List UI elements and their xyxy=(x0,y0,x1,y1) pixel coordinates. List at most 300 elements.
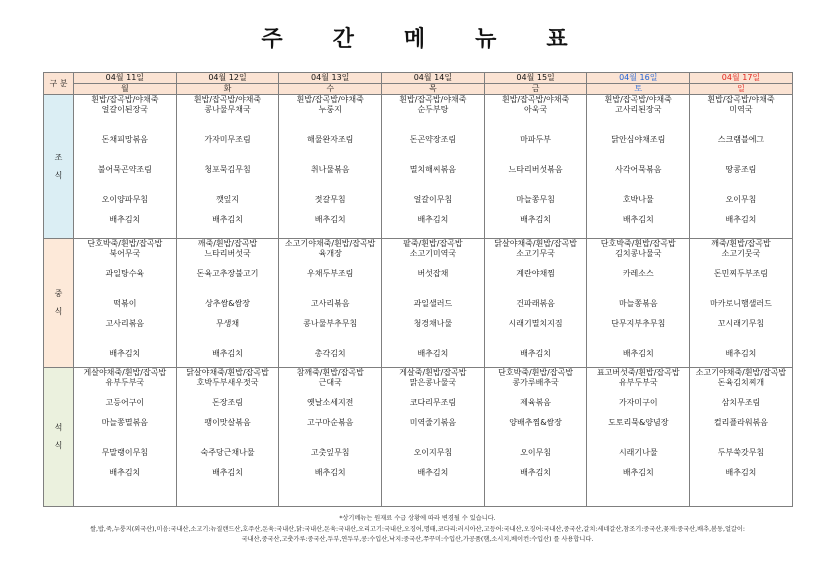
menu-item xyxy=(587,289,689,299)
notes xyxy=(43,513,792,546)
menu-item xyxy=(485,428,587,438)
menu-item: 코다리무조림 xyxy=(409,398,457,407)
menu-item: 게살죽/흰밥/잡곡밥 xyxy=(399,368,467,377)
menu-item xyxy=(690,339,792,349)
menu-item xyxy=(690,145,792,155)
menu-cell xyxy=(279,95,382,239)
menu-item: 배추김치 xyxy=(622,215,654,224)
menu-item xyxy=(382,289,484,299)
menu-item: 배추김치 xyxy=(520,349,552,358)
meal-label-dn xyxy=(44,368,74,507)
menu-cell xyxy=(484,368,587,507)
menu-item: 깨죽/흰밥/잡곡밥 xyxy=(711,239,771,248)
menu-item xyxy=(177,438,279,448)
menu-item xyxy=(587,279,689,289)
menu-item xyxy=(74,289,176,299)
menu-item: 배추김치 xyxy=(622,349,654,358)
menu-item xyxy=(587,185,689,195)
menu-item xyxy=(382,329,484,339)
menu-item: 버섯잡채 xyxy=(417,269,449,278)
date-header: 04월 16일 xyxy=(587,73,690,84)
menu-item xyxy=(279,125,381,135)
menu-item xyxy=(485,175,587,185)
menu-item: 배추김치 xyxy=(109,215,141,224)
menu-item: 우채두부조림 xyxy=(307,269,354,278)
menu-item xyxy=(382,339,484,349)
menu-item: 게살야채죽/흰밥/잡곡밥 xyxy=(83,368,167,377)
weekday-header: 수 xyxy=(279,84,382,95)
menu-item xyxy=(690,428,792,438)
menu-item xyxy=(177,289,279,299)
menu-item: 단호박죽/흰밥/잡곡밥 xyxy=(600,239,676,248)
menu-item: 계란야채찜 xyxy=(516,269,555,278)
menu-item: 가자미구이 xyxy=(618,398,658,407)
menu-item xyxy=(587,438,689,448)
meal-label-char: 식 xyxy=(54,170,63,180)
menu-cell xyxy=(587,239,690,368)
menu-item: 삼치무조림 xyxy=(721,398,761,407)
menu-item: 돈곤약장조림 xyxy=(409,135,457,144)
menu-cell xyxy=(74,239,177,368)
menu-item xyxy=(690,329,792,339)
menu-item: 사각어묵볶음 xyxy=(615,165,662,174)
menu-item: 해물완자조림 xyxy=(307,135,354,144)
menu-item: 흰밥/잡곡밥/야채죽 xyxy=(604,95,672,104)
weekday-header: 월 xyxy=(74,84,177,95)
date-header: 04월 17일 xyxy=(690,73,793,84)
menu-item xyxy=(485,259,587,269)
menu-item: 고구마순볶음 xyxy=(307,418,354,427)
menu-item xyxy=(279,259,381,269)
menu-item xyxy=(485,329,587,339)
menu-item: 단무지부추무침 xyxy=(611,319,666,328)
menu-item: 유부두부국 xyxy=(105,378,145,387)
menu-item xyxy=(485,155,587,165)
menu-item xyxy=(587,329,689,339)
date-header: 04월 11일 xyxy=(74,73,177,84)
menu-item: 배추김치 xyxy=(622,468,654,477)
menu-item xyxy=(74,329,176,339)
menu-cell xyxy=(382,239,485,368)
menu-item: 배추김치 xyxy=(417,349,449,358)
menu-item: 배추김치 xyxy=(520,215,552,224)
menu-item xyxy=(74,428,176,438)
meal-label-char: 석 xyxy=(54,423,63,432)
menu-item: 배추김치 xyxy=(109,349,141,358)
menu-item: 호박나물 xyxy=(622,195,654,204)
menu-item xyxy=(485,309,587,319)
menu-item xyxy=(587,175,689,185)
menu-item xyxy=(177,428,279,438)
menu-item xyxy=(690,388,792,398)
menu-item: 옛날소세지전 xyxy=(307,398,354,407)
menu-item xyxy=(177,115,279,125)
menu-item xyxy=(279,145,381,155)
menu-item xyxy=(177,388,279,398)
date-header: 04월 14일 xyxy=(382,73,485,84)
menu-item: 제육볶음 xyxy=(520,398,552,407)
menu-item: 청경채나물 xyxy=(413,319,453,328)
menu-item: 불어묵곤약조림 xyxy=(97,165,152,174)
weekday-header: 일 xyxy=(690,84,793,95)
menu-item xyxy=(382,205,484,215)
date-header: 04월 13일 xyxy=(279,73,382,84)
menu-item: 배추김치 xyxy=(314,468,346,477)
menu-item xyxy=(382,145,484,155)
menu-item xyxy=(382,388,484,398)
menu-item: 숙주당근채나물 xyxy=(200,448,255,457)
menu-cell xyxy=(74,95,177,239)
menu-item xyxy=(485,388,587,398)
weekday-header: 화 xyxy=(176,84,279,95)
menu-item: 유부두부국 xyxy=(618,378,658,387)
menu-item: 순두부탕 xyxy=(417,105,449,114)
menu-item: 오이양파무침 xyxy=(101,195,149,204)
menu-item xyxy=(485,438,587,448)
menu-item: 시래기나물 xyxy=(618,448,658,457)
menu-item xyxy=(177,145,279,155)
menu-item xyxy=(279,279,381,289)
menu-cell xyxy=(690,239,793,368)
menu-item: 가자미무조림 xyxy=(204,135,251,144)
menu-cell xyxy=(484,239,587,368)
menu-item xyxy=(74,279,176,289)
menu-item: 단호박죽/흰밥/잡곡밥 xyxy=(87,239,163,248)
menu-item xyxy=(587,339,689,349)
menu-item: 카레소스 xyxy=(622,269,654,278)
menu-item: 무말랭이무침 xyxy=(101,448,149,457)
menu-cell xyxy=(279,368,382,507)
menu-item: 참깨죽/흰밥/잡곡밥 xyxy=(296,368,364,377)
weekly-menu-table xyxy=(43,72,793,507)
menu-item xyxy=(177,155,279,165)
menu-item xyxy=(587,428,689,438)
menu-item: 소고기야채죽/흰밥/잡곡밥 xyxy=(695,368,787,377)
menu-item xyxy=(485,205,587,215)
menu-item: 소고기야채죽/흰밥/잡곡밥 xyxy=(285,239,376,248)
menu-item: 양배추찜&쌈장 xyxy=(509,418,562,427)
page-title xyxy=(0,22,835,53)
menu-item xyxy=(279,115,381,125)
menu-item xyxy=(177,329,279,339)
menu-item: 마카로니햄샐러드 xyxy=(710,299,772,308)
menu-item xyxy=(485,185,587,195)
menu-item: 닭살야채죽/흰밥/잡곡밥 xyxy=(186,368,269,377)
menu-item xyxy=(74,408,176,418)
menu-item: 흰밥/잡곡밥/야채죽 xyxy=(193,95,262,104)
title-char: 메 xyxy=(403,27,432,52)
menu-item: 육개장 xyxy=(318,249,342,258)
menu-item: 청포묵김무침 xyxy=(204,165,251,174)
weekday-header: 토 xyxy=(587,84,690,95)
menu-item: 고사리된장국 xyxy=(615,105,662,114)
menu-item xyxy=(382,458,484,468)
menu-item: 돈육고추장불고기 xyxy=(196,269,259,278)
menu-item xyxy=(177,205,279,215)
menu-item: 마늘쫑무침 xyxy=(516,195,555,204)
menu-item xyxy=(74,438,176,448)
menu-item xyxy=(74,155,176,165)
menu-item: 소고기무국 xyxy=(516,249,555,258)
menu-cell xyxy=(382,95,485,239)
menu-item: 돈민찌두부조림 xyxy=(713,269,769,278)
meal-label-char: 조 xyxy=(54,152,63,162)
menu-item xyxy=(382,155,484,165)
menu-item: 배추김치 xyxy=(212,468,243,477)
meal-label-char: 중 xyxy=(54,289,63,298)
menu-item xyxy=(74,309,176,319)
menu-item: 배추김치 xyxy=(417,215,449,224)
menu-item: 얼갈이무침 xyxy=(413,195,453,204)
menu-item xyxy=(177,185,279,195)
menu-item xyxy=(279,408,381,418)
menu-item: 고등어구이 xyxy=(105,398,145,407)
menu-item: 컬리플라워볶음 xyxy=(713,418,769,427)
menu-item xyxy=(485,279,587,289)
menu-item xyxy=(485,145,587,155)
menu-item: 김치콩나물국 xyxy=(615,249,662,258)
menu-item: 스크램블에그 xyxy=(717,135,765,144)
date-header: 04월 15일 xyxy=(484,73,587,84)
menu-item xyxy=(177,279,279,289)
menu-item xyxy=(485,289,587,299)
title-char: 간 xyxy=(332,27,360,52)
menu-item: 배추김치 xyxy=(520,468,552,477)
menu-cell xyxy=(176,368,279,507)
menu-item: 흰밥/잡곡밥/야채죽 xyxy=(501,95,570,104)
menu-item: 미역국 xyxy=(729,105,753,114)
menu-item: 누룽지 xyxy=(318,105,342,114)
menu-item xyxy=(382,175,484,185)
menu-item xyxy=(74,259,176,269)
menu-cell xyxy=(74,368,177,507)
menu-item: 두부쑥갓무침 xyxy=(717,448,765,457)
menu-item: 상추쌈&쌈장 xyxy=(205,299,250,308)
menu-item xyxy=(74,458,176,468)
menu-cell xyxy=(382,368,485,507)
menu-item xyxy=(279,175,381,185)
menu-item xyxy=(177,309,279,319)
menu-item: 건파래볶음 xyxy=(516,299,555,308)
menu-item xyxy=(690,185,792,195)
menu-item: 마늘쫑멸볶음 xyxy=(101,418,149,427)
menu-item xyxy=(279,438,381,448)
menu-item xyxy=(485,458,587,468)
menu-item xyxy=(587,408,689,418)
menu-item xyxy=(74,339,176,349)
menu-item xyxy=(690,175,792,185)
menu-item: 근대국 xyxy=(318,378,342,387)
menu-item: 소고기뭇국 xyxy=(721,249,761,258)
menu-item xyxy=(177,458,279,468)
date-header: 04월 12일 xyxy=(176,73,279,84)
menu-item: 팥죽/흰밥/잡곡밥 xyxy=(403,239,463,248)
menu-item xyxy=(690,279,792,289)
menu-item xyxy=(690,408,792,418)
meal-label-char: 식 xyxy=(54,307,63,316)
menu-item: 흰밥/잡곡밥/야채죽 xyxy=(296,95,364,104)
menu-item: 콩가루배추국 xyxy=(512,378,559,387)
menu-item: 배추김치 xyxy=(314,215,346,224)
menu-item: 얼갈이된장국 xyxy=(101,105,149,114)
menu-item xyxy=(177,125,279,135)
menu-item xyxy=(74,388,176,398)
menu-item xyxy=(690,458,792,468)
menu-item xyxy=(177,339,279,349)
menu-item xyxy=(587,388,689,398)
title-char: 주 xyxy=(261,27,289,52)
notes-origin-2: 국내산,중국산,고춧가루:중국산,두부,연두부,콩:수입산,낙지:중국산,쭈꾸미:수입산,가공품(햄,소시지,베이컨:수입산) 를 사용합니다. xyxy=(241,536,594,543)
menu-item: 깨죽/흰밥/잡곡밥 xyxy=(197,239,258,248)
menu-item: 오이무침 xyxy=(520,448,552,457)
menu-cell xyxy=(690,368,793,507)
menu-cell xyxy=(587,95,690,239)
menu-item: 배추김치 xyxy=(725,215,757,224)
menu-item: 과일샐러드 xyxy=(413,299,453,308)
menu-item xyxy=(382,279,484,289)
menu-item: 콩나물부추무침 xyxy=(303,319,358,328)
menu-item xyxy=(485,339,587,349)
menu-item: 도토리묵&양념장 xyxy=(608,418,669,427)
menu-item xyxy=(177,408,279,418)
menu-cell xyxy=(484,95,587,239)
menu-item: 배추김치 xyxy=(417,468,449,477)
menu-item xyxy=(382,408,484,418)
menu-cell xyxy=(279,239,382,368)
menu-item: 느타리버섯국 xyxy=(204,249,251,258)
menu-item xyxy=(587,309,689,319)
menu-item: 고사리볶음 xyxy=(310,299,350,308)
menu-cell xyxy=(176,239,279,368)
menu-item: 과일탕수육 xyxy=(105,269,145,278)
menu-item xyxy=(690,125,792,135)
menu-item: 배추김치 xyxy=(109,468,141,477)
menu-item: 돈육김치찌개 xyxy=(717,378,765,387)
menu-item xyxy=(279,205,381,215)
menu-item xyxy=(690,289,792,299)
menu-item: 고춧잎무침 xyxy=(310,448,350,457)
menu-item: 단호박죽/흰밥/잡곡밥 xyxy=(498,368,574,377)
menu-item: 돈채피망볶음 xyxy=(101,135,149,144)
menu-item: 땅콩조림 xyxy=(725,165,757,174)
menu-item xyxy=(279,289,381,299)
menu-cell xyxy=(176,95,279,239)
menu-item xyxy=(690,155,792,165)
menu-item xyxy=(382,259,484,269)
meal-label-bf xyxy=(44,95,74,239)
menu-item: 미역줄기볶음 xyxy=(409,418,457,427)
menu-item xyxy=(587,125,689,135)
menu-item: 배추김치 xyxy=(212,349,243,358)
menu-item: 떡볶이 xyxy=(113,299,137,308)
menu-item: 멸치해씨볶음 xyxy=(409,165,457,174)
menu-item xyxy=(485,115,587,125)
menu-item xyxy=(690,259,792,269)
title-char: 뉴 xyxy=(475,27,503,52)
notes-origin-1: 쌀,밥,죽,누룽지(외국산),미음:국내산,소고기:뉴질랜드산,호주산,돈육:국내산,닭:국내산,돈육:국내산,오리고기:국내산,오징어,명태,코다리:러시아산,고등어:국내산,오징어:국내산,중국산,갈치:세네갈산,참조기:중국산,꽃게:중국산,배추,봄동,얼갈이: xyxy=(90,526,745,533)
menu-item xyxy=(279,458,381,468)
menu-item xyxy=(279,155,381,165)
menu-item xyxy=(177,259,279,269)
menu-item: 마파두부 xyxy=(520,135,552,144)
menu-item xyxy=(279,309,381,319)
menu-item xyxy=(587,205,689,215)
menu-item: 시래기멸치지짐 xyxy=(508,319,563,328)
menu-item xyxy=(74,145,176,155)
menu-item xyxy=(74,175,176,185)
menu-item: 북어무국 xyxy=(109,249,141,258)
menu-item: 고사리볶음 xyxy=(105,319,145,328)
menu-item: 호박두부새우젓국 xyxy=(196,378,259,387)
weekday-header: 금 xyxy=(484,84,587,95)
menu-item: 흰밥/잡곡밥/야채죽 xyxy=(707,95,775,104)
menu-item xyxy=(690,309,792,319)
menu-item xyxy=(587,259,689,269)
menu-item xyxy=(382,309,484,319)
menu-item: 배추김치 xyxy=(212,215,243,224)
meal-label-char: 식 xyxy=(54,441,63,450)
menu-item xyxy=(587,145,689,155)
menu-item: 젓갈무침 xyxy=(314,195,346,204)
menu-item xyxy=(382,115,484,125)
menu-item xyxy=(587,155,689,165)
menu-item xyxy=(74,125,176,135)
menu-item xyxy=(279,388,381,398)
menu-item: 꼬시래기무침 xyxy=(717,319,765,328)
menu-item: 취나물볶음 xyxy=(310,165,350,174)
menu-item: 무생채 xyxy=(215,319,240,328)
menu-item: 오이무침 xyxy=(725,195,757,204)
menu-item: 표고버섯죽/흰밥/잡곡밥 xyxy=(596,368,680,377)
menu-item: 돈장조림 xyxy=(212,398,243,407)
menu-item: 느타리버섯볶음 xyxy=(508,165,563,174)
menu-item xyxy=(279,329,381,339)
menu-item: 배추김치 xyxy=(725,349,757,358)
menu-cell xyxy=(587,368,690,507)
menu-item xyxy=(587,115,689,125)
gubun-header: 구 분 xyxy=(44,73,74,95)
menu-item xyxy=(382,438,484,448)
menu-item xyxy=(382,125,484,135)
menu-item: 콩나물무채국 xyxy=(204,105,251,114)
menu-item xyxy=(485,125,587,135)
menu-item: 팽이맛살볶음 xyxy=(204,418,251,427)
menu-item: 깻잎지 xyxy=(215,195,240,204)
menu-item: 배추김치 xyxy=(725,468,757,477)
menu-item: 닭살야채죽/흰밥/잡곡밥 xyxy=(494,239,577,248)
weekday-header: 목 xyxy=(382,84,485,95)
menu-item xyxy=(74,205,176,215)
menu-item xyxy=(279,185,381,195)
menu-item: 아욱국 xyxy=(524,105,548,114)
menu-item: 맑은콩나물국 xyxy=(409,378,457,387)
menu-item xyxy=(177,175,279,185)
menu-item xyxy=(279,428,381,438)
menu-item: 오이지무침 xyxy=(413,448,453,457)
menu-item xyxy=(690,205,792,215)
menu-item: 마늘쫑볶음 xyxy=(618,299,658,308)
menu-item xyxy=(485,408,587,418)
menu-item: 총각김치 xyxy=(314,349,346,358)
menu-item xyxy=(382,185,484,195)
menu-item xyxy=(74,115,176,125)
menu-item: 흰밥/잡곡밥/야채죽 xyxy=(91,95,159,104)
title-char: 표 xyxy=(546,27,574,52)
menu-item xyxy=(587,458,689,468)
menu-item xyxy=(382,428,484,438)
menu-item xyxy=(74,185,176,195)
notes-disclaimer: *상기메뉴는 원재료 수급 상황에 따라 변경될 수 있습니다. xyxy=(339,515,496,522)
